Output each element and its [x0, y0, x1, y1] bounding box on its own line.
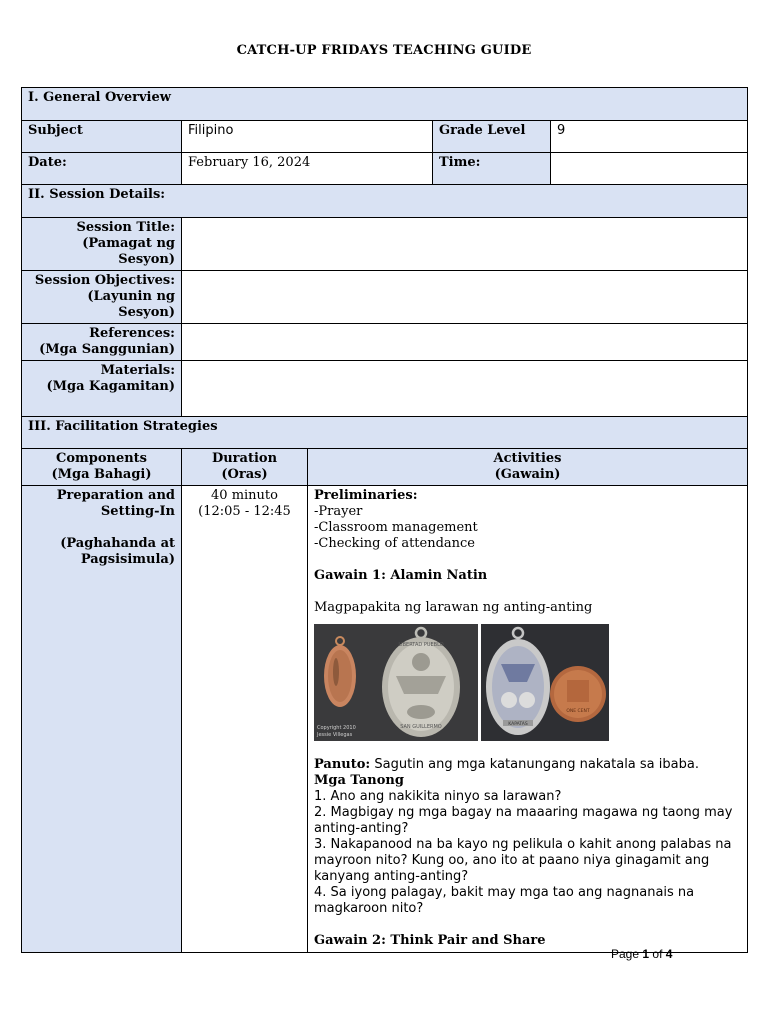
preliminaries-heading: Preliminaries: — [314, 488, 418, 503]
preliminary-item: -Classroom management — [314, 520, 478, 535]
preliminary-item: -Prayer — [314, 504, 363, 519]
session-title-label-line: (Pamagat ng — [82, 236, 175, 251]
duration-line: (12:05 - 12:45 — [198, 504, 291, 519]
question-item: 4. Sa iyong palagay, bakit may mga tao ang nagnanais na magkaroon nito? — [314, 885, 695, 916]
page-word: Page — [611, 947, 640, 961]
duration-line: 40 minuto — [211, 488, 278, 503]
session-title-label — [22, 218, 182, 271]
facilitation-heading: III. Facilitation Strategies — [22, 417, 748, 449]
duration-header-line: Duration — [211, 451, 278, 466]
page-number-footer — [611, 947, 672, 961]
activities-header-line: Activities — [493, 451, 562, 466]
question-item: 2. Magbigay ng mga bagay na maaaring magawa ng taong may anting-anting? — [314, 805, 733, 836]
components-header-line: Components — [55, 451, 148, 466]
subject-value[interactable]: Filipino — [182, 121, 433, 153]
question-item: 3. Nakapanood na ba kayo ng pelikula o kahit anong palabas na mayroon nito? Kung oo, ano ito at paano niya ginagamit ang kanyang anting-anting? — [314, 837, 732, 884]
anting-anting-photo-left — [314, 624, 478, 741]
session-objectives-label-line: Session Objectives: — [34, 273, 175, 288]
session-title-value[interactable] — [182, 218, 748, 271]
component-line: Setting-In — [100, 504, 175, 519]
panuto-text: Sagutin ang mga katanungang nakatala sa ibaba. — [374, 757, 699, 772]
session-title-label-line: Session Title: — [76, 220, 175, 235]
components-column-header — [22, 449, 182, 486]
component-line: Pagsisimula) — [80, 552, 175, 567]
grade-level-label: Grade Level — [433, 121, 551, 153]
preliminary-item: -Checking of attendance — [314, 536, 476, 551]
activities-cell — [308, 486, 748, 953]
teaching-guide-table — [21, 87, 748, 953]
activities-column-header — [308, 449, 748, 486]
gawain-1-instruction: Magpapakita ng larawan ng anting-anting — [314, 600, 593, 615]
references-value[interactable] — [182, 324, 748, 361]
mga-tanong-heading: Mga Tanong — [314, 773, 404, 788]
activities-header-line: (Gawain) — [494, 467, 561, 482]
session-objectives-label-line: Sesyon) — [118, 305, 175, 320]
medal-inscription-top: LIBERTAD PUEBLO — [398, 642, 444, 648]
duration-cell — [182, 486, 308, 953]
materials-value[interactable] — [182, 361, 748, 417]
gawain-1-heading: Gawain 1: Alamin Natin — [314, 568, 488, 583]
component-line: (Paghahanda at — [60, 536, 175, 551]
page-total: 4 — [665, 947, 673, 961]
time-label: Time: — [433, 153, 551, 185]
panuto-line — [314, 757, 741, 773]
anting-anting-photo-right — [481, 624, 609, 741]
grade-level-value[interactable]: 9 — [551, 121, 748, 153]
duration-header-line: (Oras) — [221, 467, 268, 482]
materials-label-line: (Mga Kagamitan) — [46, 379, 175, 394]
component-cell — [22, 486, 182, 953]
date-value[interactable]: February 16, 2024 — [182, 153, 433, 185]
document-title: CATCH-UP FRIDAYS TEACHING GUIDE — [236, 43, 532, 58]
references-label-line: References: — [89, 326, 175, 341]
photo-credit: Jessie Villegas — [317, 732, 353, 738]
photo-copyright: Copyright 2010 — [317, 725, 356, 731]
materials-label — [22, 361, 182, 417]
session-title-label-line: Sesyon) — [118, 252, 175, 267]
component-line: Preparation and — [56, 488, 175, 503]
components-header-line: (Mga Bahagi) — [51, 467, 152, 482]
session-objectives-value[interactable] — [182, 271, 748, 324]
medal-inscription-bottom: SAN GUILLERMO — [400, 724, 442, 730]
time-value[interactable] — [551, 153, 748, 185]
medal-inscription-right: KAPATAS — [508, 722, 528, 727]
references-label — [22, 324, 182, 361]
subject-label: Subject — [22, 121, 182, 153]
of-word: of — [652, 947, 663, 961]
duration-column-header — [182, 449, 308, 486]
general-overview-heading: I. General Overview — [22, 88, 748, 121]
anting-anting-photos — [314, 624, 741, 741]
session-objectives-label-line: (Layunin ng — [87, 289, 175, 304]
question-item: 1. Ano ang nakikita ninyo sa larawan? — [314, 789, 562, 804]
coin-inscription: ONE CENT — [566, 709, 590, 714]
session-details-heading: II. Session Details: — [22, 185, 748, 218]
date-label: Date: — [22, 153, 182, 185]
materials-label-line: Materials: — [100, 363, 175, 378]
session-objectives-label — [22, 271, 182, 324]
gawain-2-heading: Gawain 2: Think Pair and Share — [314, 933, 546, 948]
references-label-line: (Mga Sanggunian) — [39, 342, 175, 357]
panuto-label: Panuto: — [314, 757, 371, 772]
page-current: 1 — [642, 947, 650, 961]
